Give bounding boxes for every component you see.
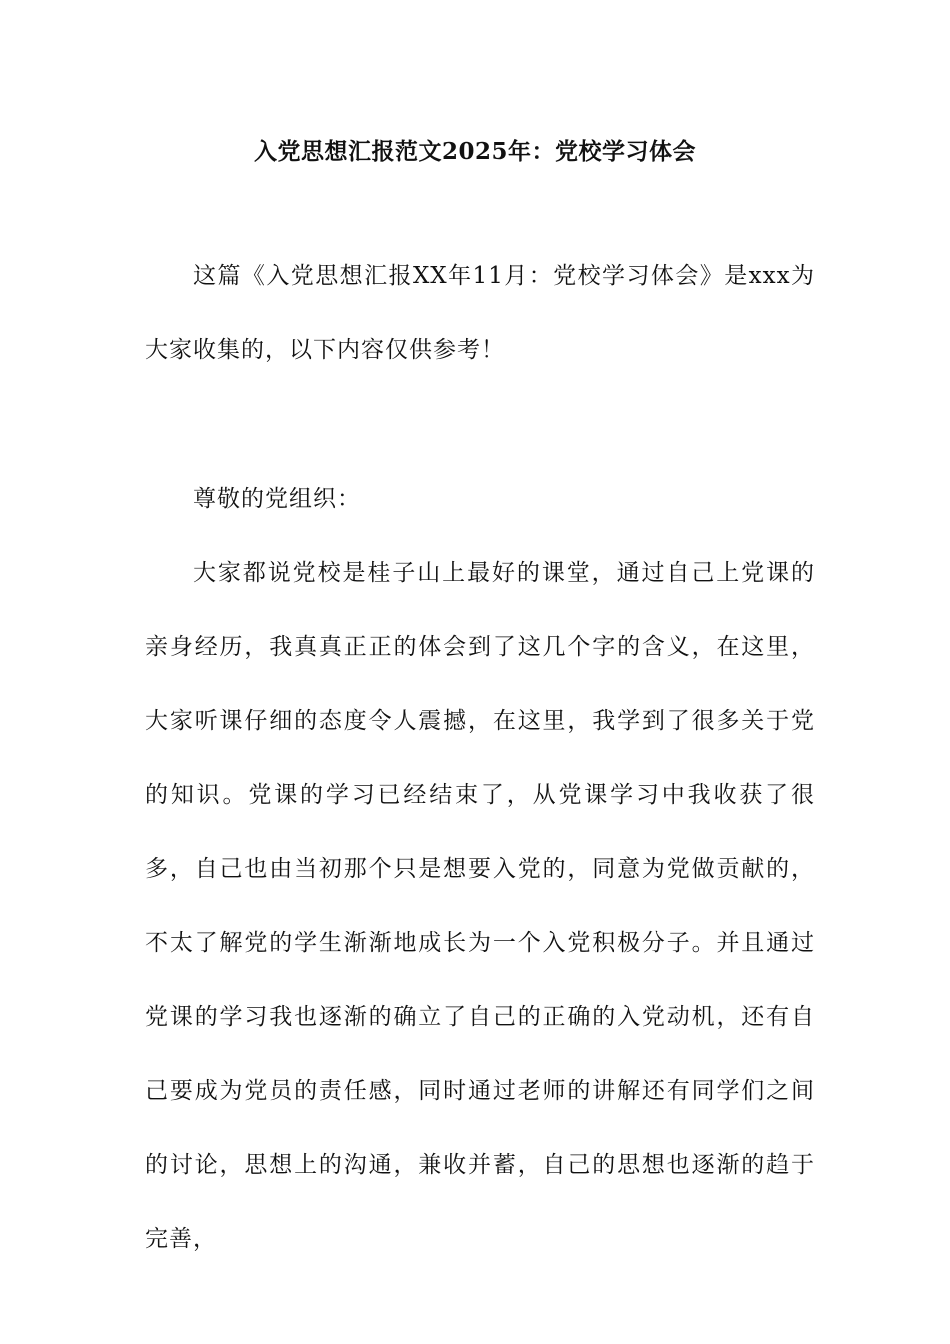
document-title: 入党思想汇报范文2025年：党校学习体会 xyxy=(253,138,696,165)
body-paragraph: 大家都说党校是桂子山上最好的课堂，通过自己上党课的亲身经历，我真真正正的体会到了这几个字的含义，在这里，大家听课仔细的态度令人震撼，在这里，我学到了很多关于党的知识。党课的学习已经结束了，从党课学习中我收获了很多，自己也由当初那个只是想要入党的，同意为党做贡献的，不太了解党的学生渐渐地成长为一个入党积极分子。并且通过党课的学习我也逐渐的确立了自己的正确的入党动机，还有自己要成为党员的责任感，同时通过老师的讲解还有同学们之间的讨论，思想上的沟通，兼收并蓄，自己的思想也逐渐的趋于完善， xyxy=(145,560,815,1252)
intro-paragraph: 这篇《入党思想汇报XX年11月：党校学习体会》是xxx为大家收集的，以下内容仅供参考！ xyxy=(145,263,815,363)
salutation: 尊敬的党组织： xyxy=(193,486,361,512)
